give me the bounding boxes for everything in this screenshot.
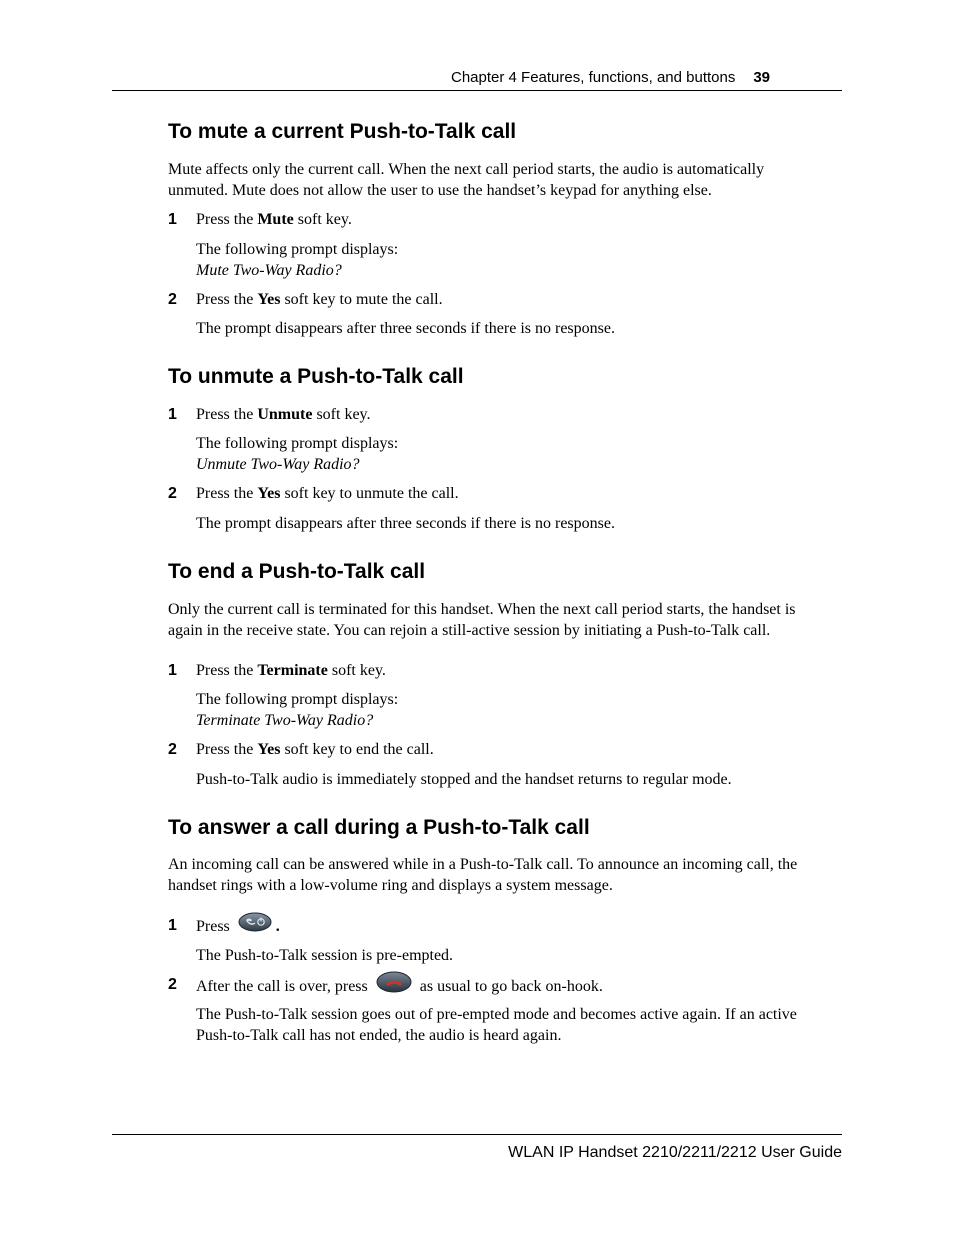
running-header <box>451 69 770 86</box>
soft-key-name: Yes <box>257 741 281 758</box>
end-step-1: Press the Terminate soft key. <box>196 662 386 679</box>
end-step-2: Press the Yes soft key to end the call. <box>196 741 434 758</box>
answer-step-1: Press . <box>196 916 280 939</box>
footer-guide-title: WLAN IP Handset 2210/2211/2212 User Guide <box>508 1144 842 1161</box>
soft-key-name: Unmute <box>257 406 313 423</box>
unmute-step-1-result: The following prompt displays: Unmute Two-Way Radio? <box>196 435 399 473</box>
answer-intro: An incoming call can be answered while in a Push-to-Talk call. To announce an incoming call, the handset rings with a low-volume ring and displays a system message. <box>168 856 798 894</box>
step-number: 2 <box>168 291 177 308</box>
step-number: 1 <box>168 662 177 679</box>
chapter-title: Chapter 4 Features, functions, and buttons <box>451 69 736 86</box>
step-number: 1 <box>168 406 177 423</box>
answer-step-2: After the call is over, press as usual to go back on-hook. <box>196 975 603 1000</box>
answer-step-1-result: The Push-to-Talk session is pre-empted. <box>196 947 454 964</box>
footer-rule <box>112 1134 842 1135</box>
call-start-key-icon <box>238 912 272 939</box>
step-number: 2 <box>168 485 177 502</box>
soft-key-name: Yes <box>257 291 281 308</box>
step-number: 1 <box>168 917 177 934</box>
soft-key-name: Yes <box>257 485 281 502</box>
page-number: 39 <box>753 69 771 86</box>
step-number: 1 <box>168 211 177 228</box>
mute-step-1: Press the Mute soft key. <box>196 211 352 228</box>
soft-key-name: Mute <box>257 211 294 228</box>
prompt-text: Mute Two-Way Radio? <box>196 261 342 279</box>
unmute-step-2: Press the Yes soft key to unmute the call. <box>196 485 459 502</box>
header-rule <box>112 90 842 91</box>
step-number: 2 <box>168 741 177 758</box>
call-end-key-icon <box>376 971 412 1000</box>
end-step-2-result: Push-to-Talk audio is immediately stopped and the handset returns to regular mode. <box>196 771 732 788</box>
unmute-step-1: Press the Unmute soft key. <box>196 406 371 423</box>
prompt-text: Unmute Two-Way Radio? <box>196 455 360 473</box>
section-heading-unmute: To unmute a Push-to-Talk call <box>168 365 464 388</box>
mute-step-2-result: The prompt disappears after three seconds if there is no response. <box>196 320 615 337</box>
end-step-1-result: The following prompt displays: Terminate Two-Way Radio? <box>196 691 399 729</box>
unmute-step-2-result: The prompt disappears after three seconds if there is no response. <box>196 515 615 532</box>
answer-step-2-result: The Push-to-Talk session goes out of pre-empted mode and becomes active again. If an active Push-to-Talk call has not ended, the audio is heard again. <box>196 1006 797 1044</box>
mute-step-2: Press the Yes soft key to mute the call. <box>196 291 443 308</box>
step-number: 2 <box>168 976 177 993</box>
soft-key-name: Terminate <box>257 662 328 679</box>
mute-step-1-result: The following prompt displays: Mute Two-Way Radio? <box>196 241 399 279</box>
section-heading-answer: To answer a call during a Push-to-Talk call <box>168 816 590 839</box>
section-heading-end: To end a Push-to-Talk call <box>168 560 426 583</box>
prompt-text: Terminate Two-Way Radio? <box>196 711 374 729</box>
section-heading-mute: To mute a current Push-to-Talk call <box>168 120 517 143</box>
mute-intro: Mute affects only the current call. When the next call period starts, the audio is automatically unmuted. Mute does not allow the user to use the handset’s keypad for anything else. <box>168 161 765 199</box>
end-intro: Only the current call is terminated for this handset. When the next call period starts, the handset is again in the receive state. You can rejoin a still-active session by initiating a Push-to-Talk call. <box>168 601 796 639</box>
